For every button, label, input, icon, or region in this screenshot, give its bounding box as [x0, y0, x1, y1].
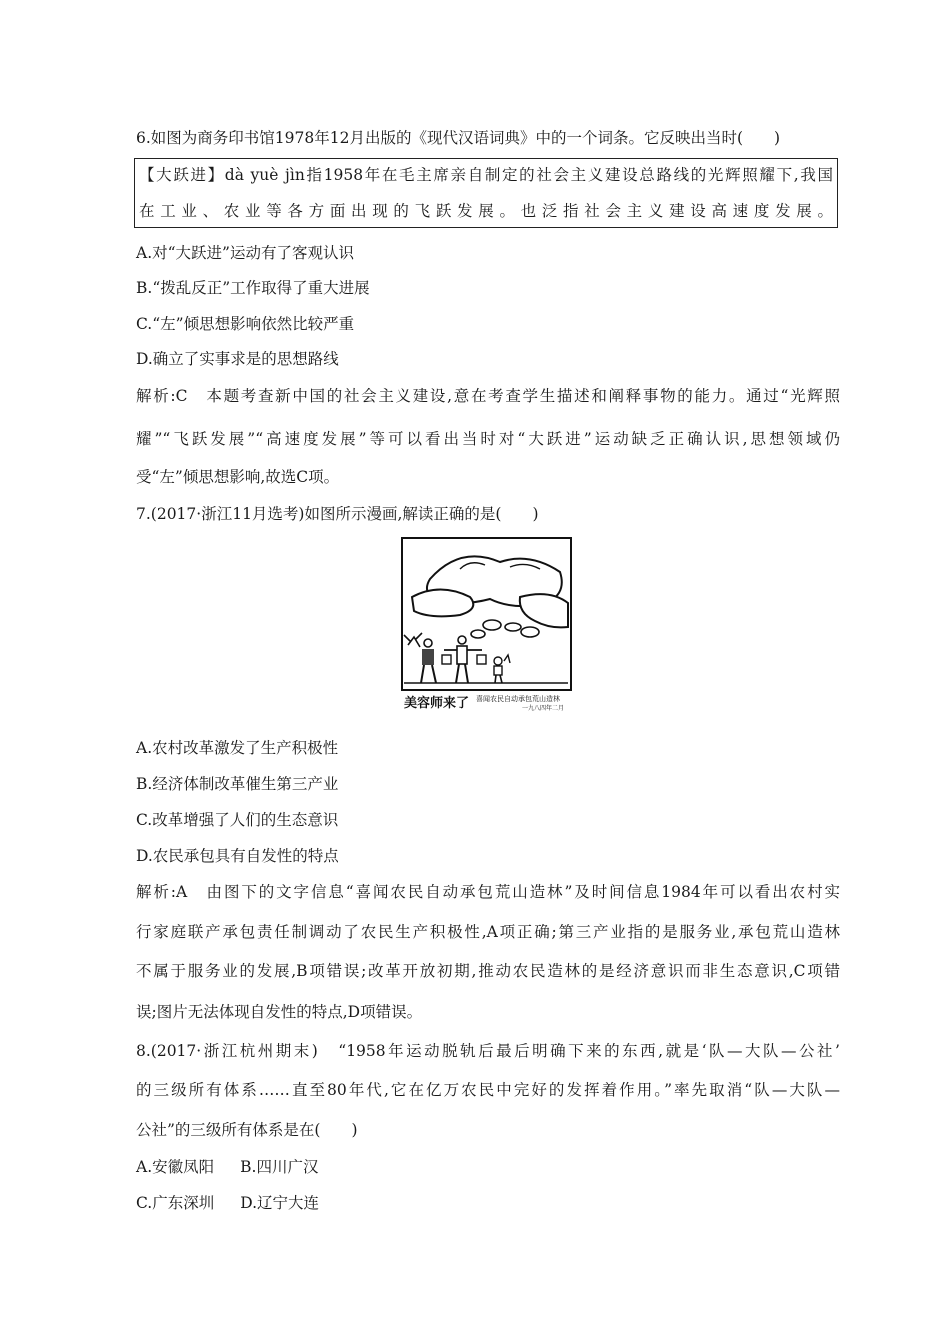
q8-option-c: C.广东深圳 [136, 1194, 215, 1212]
q6-stem: 6.如图为商务印书馆1978年12月出版的《现代汉语词典》中的一个词条。它反映出当时( ) [136, 129, 781, 147]
cartoon-image [400, 537, 576, 713]
cartoon-caption-side: 喜闻农民自动承包荒山造林 [476, 695, 560, 703]
q6-option-a: A.对“大跃进”运动有了客观认识 [136, 244, 354, 262]
q7-option-c: C.改革增强了人们的生态意识 [136, 811, 339, 829]
q6-option-d: D.确立了实事求是的思想路线 [136, 350, 339, 368]
q7-analysis-line-4: 误;图片无法体现自发性的特点,D项错误。 [136, 1003, 423, 1021]
q6-option-b: B.“拨乱反正”工作取得了重大进展 [136, 279, 370, 297]
q8-option-b: B.四川广汉 [240, 1158, 319, 1176]
cartoon-caption-main: 美容师来了 [404, 696, 470, 711]
q6-analysis-line-2: 耀”“飞跃发展”“高速度发展”等可以看出当时对“大跃进”运动缺乏正确认识,思想领域仍 [136, 430, 840, 448]
q7-option-b: B.经济体制改革催生第三产业 [136, 775, 339, 793]
q7-option-d: D.农民承包具有自发性的特点 [136, 847, 339, 865]
dictionary-entry-box [134, 158, 838, 228]
q8-option-d: D.辽宁大连 [240, 1194, 320, 1212]
q8-stem-line-1: 8.(2017·浙江杭州期末) “1958年运动脱轨后最后明确下来的东西,就是‘队—大队—公社’ [136, 1042, 840, 1060]
q7-analysis-line-3: 不属于服务业的发展,B项错误;改革开放初期,推动农民造林的是经济意识而非生态意识,C项错 [136, 962, 840, 980]
q6-option-c: C.“左”倾思想影响依然比较严重 [136, 315, 355, 333]
q7-option-a: A.农村改革激发了生产积极性 [136, 739, 339, 757]
q8-option-a: A.安徽凤阳 [136, 1158, 215, 1176]
cartoon-caption-date: 一九八四年二月 [522, 705, 565, 712]
q6-analysis-line-3: 受“左”倾思想影响,故选C项。 [136, 468, 340, 486]
dictionary-entry-line-1: 【大跃进】dà yuè jìn指1958年在毛主席亲自制定的社会主义建设总路线的光辉照耀下,我国 [139, 166, 833, 184]
q6-analysis-line-1: 解析:C 本题考查新中国的社会主义建设,意在考查学生描述和阐释事物的能力。通过“光辉照 [136, 387, 840, 405]
q8-stem-line-2: 的三级所有体系……直至80年代,它在亿万农民中完好的发挥着作用。”率先取消“队—大队— [136, 1081, 840, 1099]
cartoon-drawing [400, 537, 576, 713]
q7-analysis-line-2: 行家庭联产承包责任制调动了农民生产积极性,A项正确;第三产业指的是服务业,承包荒山造林 [136, 923, 840, 941]
dictionary-entry-line-2: 在工业、农业等各方面出现的飞跃发展。也泛指社会主义建设高速度发展。 [139, 202, 833, 220]
q7-analysis-line-1: 解析:A 由图下的文字信息“喜闻农民自动承包荒山造林”及时间信息1984年可以看出农村实 [136, 883, 840, 901]
q7-stem: 7.(2017·浙江11月选考)如图所示漫画,解读正确的是( ) [136, 505, 539, 523]
q8-options-row-1 [136, 1156, 840, 1178]
q8-options-row-2 [136, 1192, 840, 1214]
q8-stem-line-3: 公社”的三级所有体系是在( ) [136, 1121, 358, 1139]
